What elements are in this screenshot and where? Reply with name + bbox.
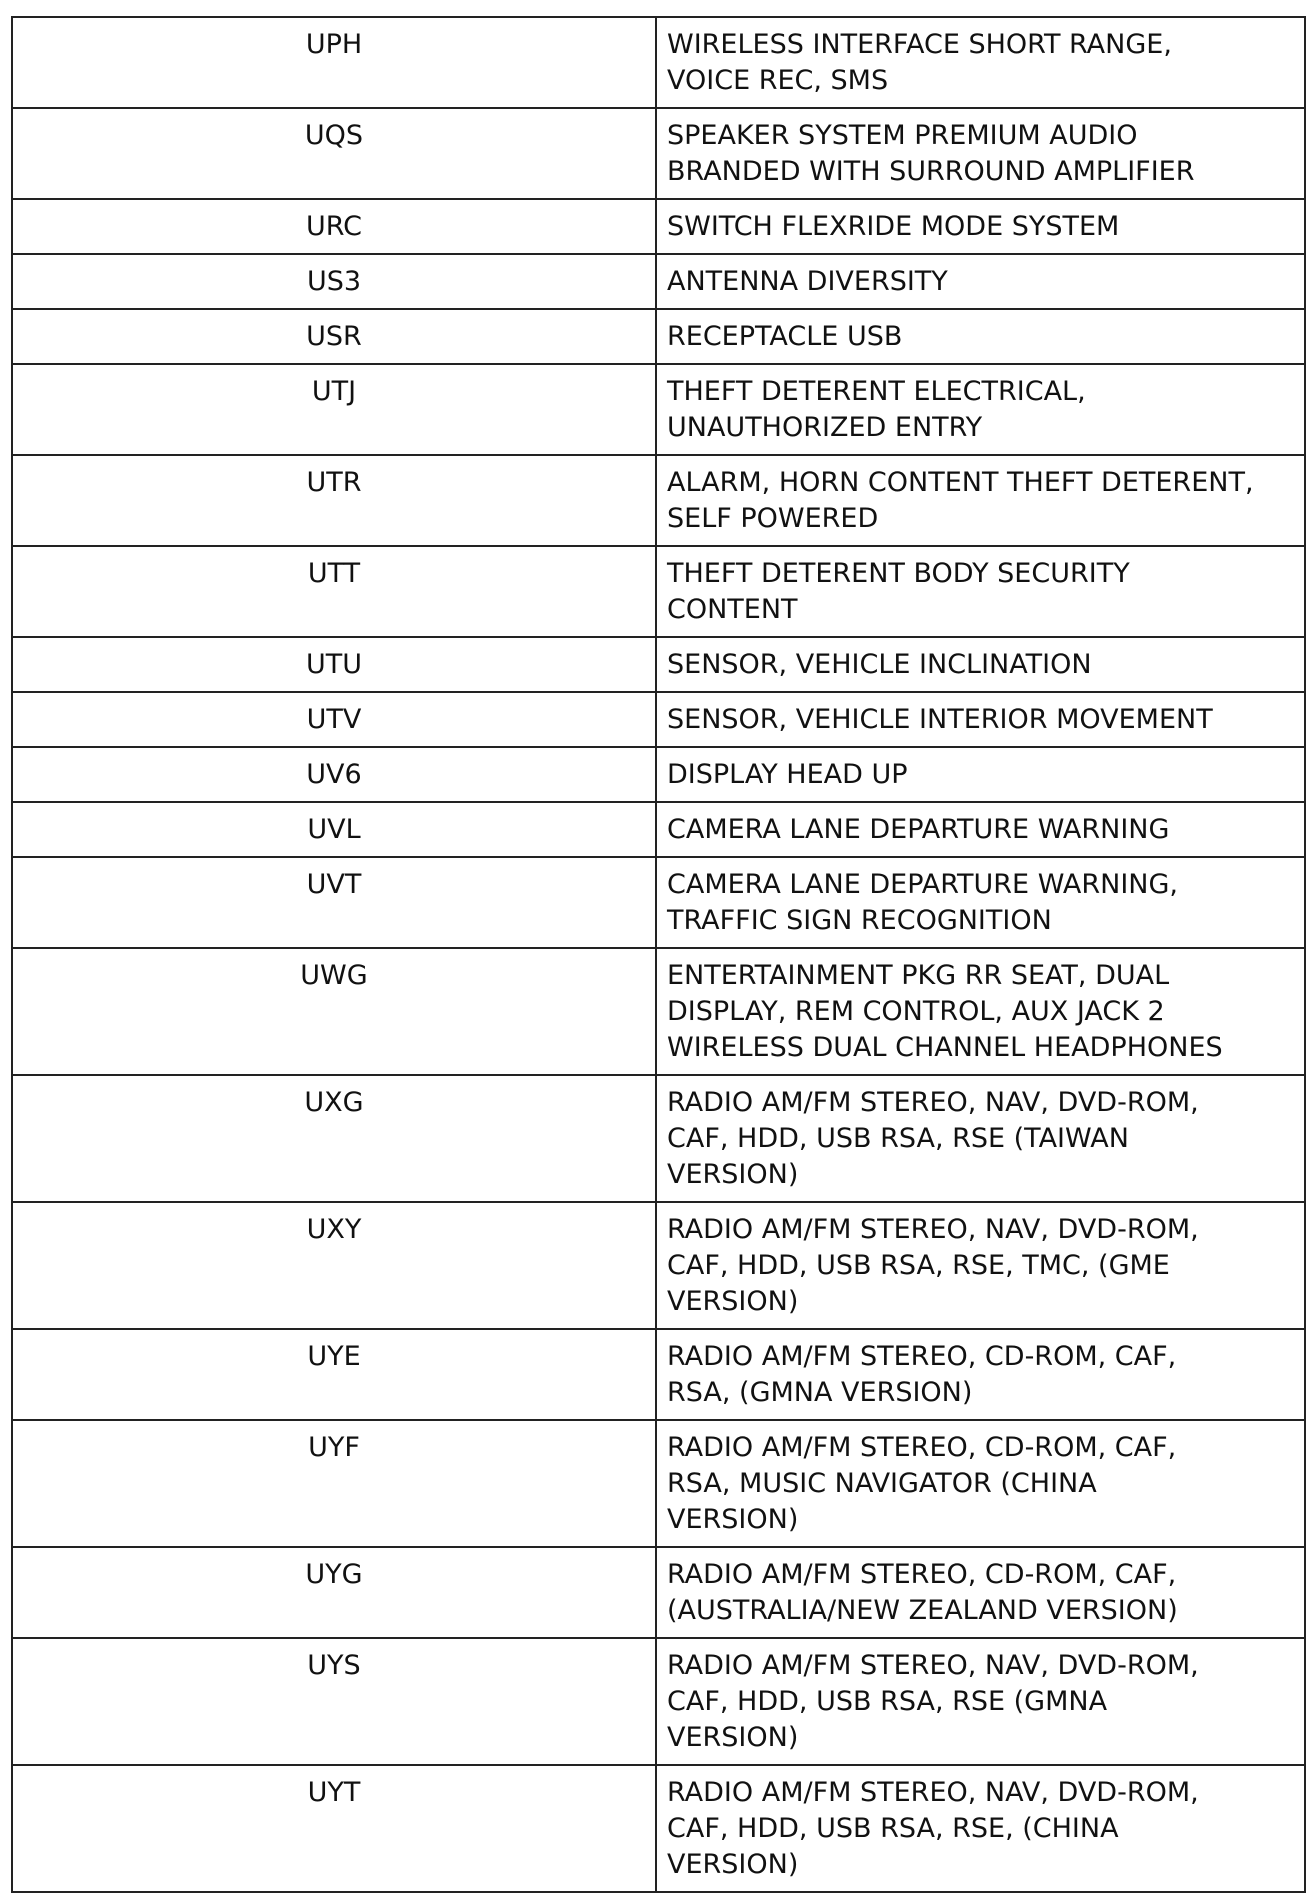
- table-row: [12, 17, 1305, 108]
- option-description-cell: [656, 1547, 1305, 1638]
- option-description-cell: [656, 17, 1305, 108]
- option-description-line: SENSOR, VEHICLE INCLINATION: [667, 649, 1092, 680]
- table-row: [12, 1420, 1305, 1547]
- option-description-line: ENTERTAINMENT PKG RR SEAT, DUAL: [667, 960, 1170, 991]
- option-description-line: THEFT DETERENT BODY SECURITY: [667, 558, 1130, 589]
- table-row: [12, 1075, 1305, 1202]
- table-row: [12, 802, 1305, 857]
- option-description-line: SELF POWERED: [667, 503, 879, 534]
- option-description-line: VERSION): [667, 1286, 799, 1317]
- table-row: [12, 254, 1305, 309]
- option-description-line: UNAUTHORIZED ENTRY: [667, 412, 983, 443]
- option-code-cell: USR: [12, 309, 656, 364]
- option-description-line: ANTENNA DIVERSITY: [667, 266, 948, 297]
- option-code-cell: URC: [12, 199, 656, 254]
- option-description-line: THEFT DETERENT ELECTRICAL,: [667, 376, 1086, 407]
- table-row: [12, 309, 1305, 364]
- option-description-line: CAMERA LANE DEPARTURE WARNING: [667, 814, 1170, 845]
- option-description-cell: [656, 1765, 1305, 1892]
- option-description-line: CONTENT: [667, 594, 798, 625]
- option-description-line: DISPLAY HEAD UP: [667, 759, 908, 790]
- option-code-cell: UTU: [12, 637, 656, 692]
- option-description-line: ALARM, HORN CONTENT THEFT DETERENT,: [667, 467, 1254, 498]
- option-code-cell: UVT: [12, 857, 656, 948]
- option-code-cell: UXY: [12, 1202, 656, 1329]
- option-description-cell: [656, 1329, 1305, 1420]
- option-code-table-wrapper: [11, 16, 1304, 1893]
- option-description-line: DISPLAY, REM CONTROL, AUX JACK 2: [667, 996, 1165, 1027]
- option-description-line: CAF, HDD, USB RSA, RSE, TMC, (GME: [667, 1250, 1170, 1281]
- option-description-line: VERSION): [667, 1722, 799, 1753]
- option-code-cell: UYE: [12, 1329, 656, 1420]
- table-row: [12, 1638, 1305, 1765]
- option-description-line: RADIO AM/FM STEREO, CD-ROM, CAF,: [667, 1341, 1177, 1372]
- option-description-line: RADIO AM/FM STEREO, NAV, DVD-ROM,: [667, 1777, 1199, 1808]
- option-description-cell: [656, 1420, 1305, 1547]
- option-code-cell: UVL: [12, 802, 656, 857]
- option-code-cell: US3: [12, 254, 656, 309]
- option-code-cell: UYS: [12, 1638, 656, 1765]
- option-description-cell: [656, 1075, 1305, 1202]
- option-description-line: RADIO AM/FM STEREO, CD-ROM, CAF,: [667, 1559, 1177, 1590]
- option-description-cell: [656, 254, 1305, 309]
- option-description-line: RSA, MUSIC NAVIGATOR (CHINA: [667, 1468, 1097, 1499]
- option-code-cell: UYF: [12, 1420, 656, 1547]
- option-description-line: BRANDED WITH SURROUND AMPLIFIER: [667, 156, 1195, 187]
- table-row: [12, 546, 1305, 637]
- option-code-cell: UPH: [12, 17, 656, 108]
- table-row: [12, 747, 1305, 802]
- option-description-cell: [656, 309, 1305, 364]
- option-description-cell: [656, 364, 1305, 455]
- option-description-line: SWITCH FLEXRIDE MODE SYSTEM: [667, 211, 1120, 242]
- option-description-line: RADIO AM/FM STEREO, CD-ROM, CAF,: [667, 1432, 1177, 1463]
- option-description-cell: [656, 546, 1305, 637]
- table-row: [12, 1329, 1305, 1420]
- option-description-cell: [656, 637, 1305, 692]
- option-code-cell: UWG: [12, 948, 656, 1075]
- option-description-line: RADIO AM/FM STEREO, NAV, DVD-ROM,: [667, 1650, 1199, 1681]
- option-description-line: RADIO AM/FM STEREO, NAV, DVD-ROM,: [667, 1214, 1199, 1245]
- table-row: [12, 364, 1305, 455]
- option-description-line: VOICE REC, SMS: [667, 65, 889, 96]
- table-row: [12, 1202, 1305, 1329]
- table-row: [12, 1765, 1305, 1892]
- table-row: [12, 857, 1305, 948]
- option-description-line: CAF, HDD, USB RSA, RSE (TAIWAN: [667, 1123, 1129, 1154]
- table-row: [12, 637, 1305, 692]
- option-description-cell: [656, 692, 1305, 747]
- option-description-line: VERSION): [667, 1159, 799, 1190]
- table-row: [12, 692, 1305, 747]
- option-code-cell: UTJ: [12, 364, 656, 455]
- option-description-cell: [656, 857, 1305, 948]
- option-code-cell: UTT: [12, 546, 656, 637]
- option-description-line: CAF, HDD, USB RSA, RSE, (CHINA: [667, 1813, 1119, 1844]
- option-description-cell: [656, 948, 1305, 1075]
- table-row: [12, 948, 1305, 1075]
- option-description-cell: [656, 802, 1305, 857]
- option-description-line: (AUSTRALIA/NEW ZEALAND VERSION): [667, 1595, 1178, 1626]
- option-description-cell: [656, 1202, 1305, 1329]
- option-description-line: VERSION): [667, 1504, 799, 1535]
- option-description-line: RADIO AM/FM STEREO, NAV, DVD-ROM,: [667, 1087, 1199, 1118]
- table-row: [12, 455, 1305, 546]
- option-description-line: CAMERA LANE DEPARTURE WARNING,: [667, 869, 1179, 900]
- option-code-cell: UYT: [12, 1765, 656, 1892]
- option-description-line: RECEPTACLE USB: [667, 321, 903, 352]
- option-code-cell: UYG: [12, 1547, 656, 1638]
- table-row: [12, 199, 1305, 254]
- option-description-cell: [656, 455, 1305, 546]
- option-code-cell: UTV: [12, 692, 656, 747]
- option-code-table-body: [12, 17, 1305, 1892]
- option-description-cell: [656, 199, 1305, 254]
- option-description-cell: [656, 747, 1305, 802]
- option-code-cell: UQS: [12, 108, 656, 199]
- option-description-line: SENSOR, VEHICLE INTERIOR MOVEMENT: [667, 704, 1213, 735]
- option-code-cell: UXG: [12, 1075, 656, 1202]
- option-code-cell: UV6: [12, 747, 656, 802]
- option-description-line: VERSION): [667, 1849, 799, 1880]
- option-description-line: RSA, (GMNA VERSION): [667, 1377, 973, 1408]
- option-description-line: SPEAKER SYSTEM PREMIUM AUDIO: [667, 120, 1138, 151]
- option-description-cell: [656, 1638, 1305, 1765]
- option-code-table: [11, 16, 1306, 1893]
- table-row: [12, 1547, 1305, 1638]
- option-description-line: WIRELESS INTERFACE SHORT RANGE,: [667, 29, 1172, 60]
- table-row: [12, 108, 1305, 199]
- option-description-line: CAF, HDD, USB RSA, RSE (GMNA: [667, 1686, 1108, 1717]
- option-code-cell: UTR: [12, 455, 656, 546]
- option-description-line: WIRELESS DUAL CHANNEL HEADPHONES: [667, 1032, 1223, 1063]
- option-description-cell: [656, 108, 1305, 199]
- option-description-line: TRAFFIC SIGN RECOGNITION: [667, 905, 1052, 936]
